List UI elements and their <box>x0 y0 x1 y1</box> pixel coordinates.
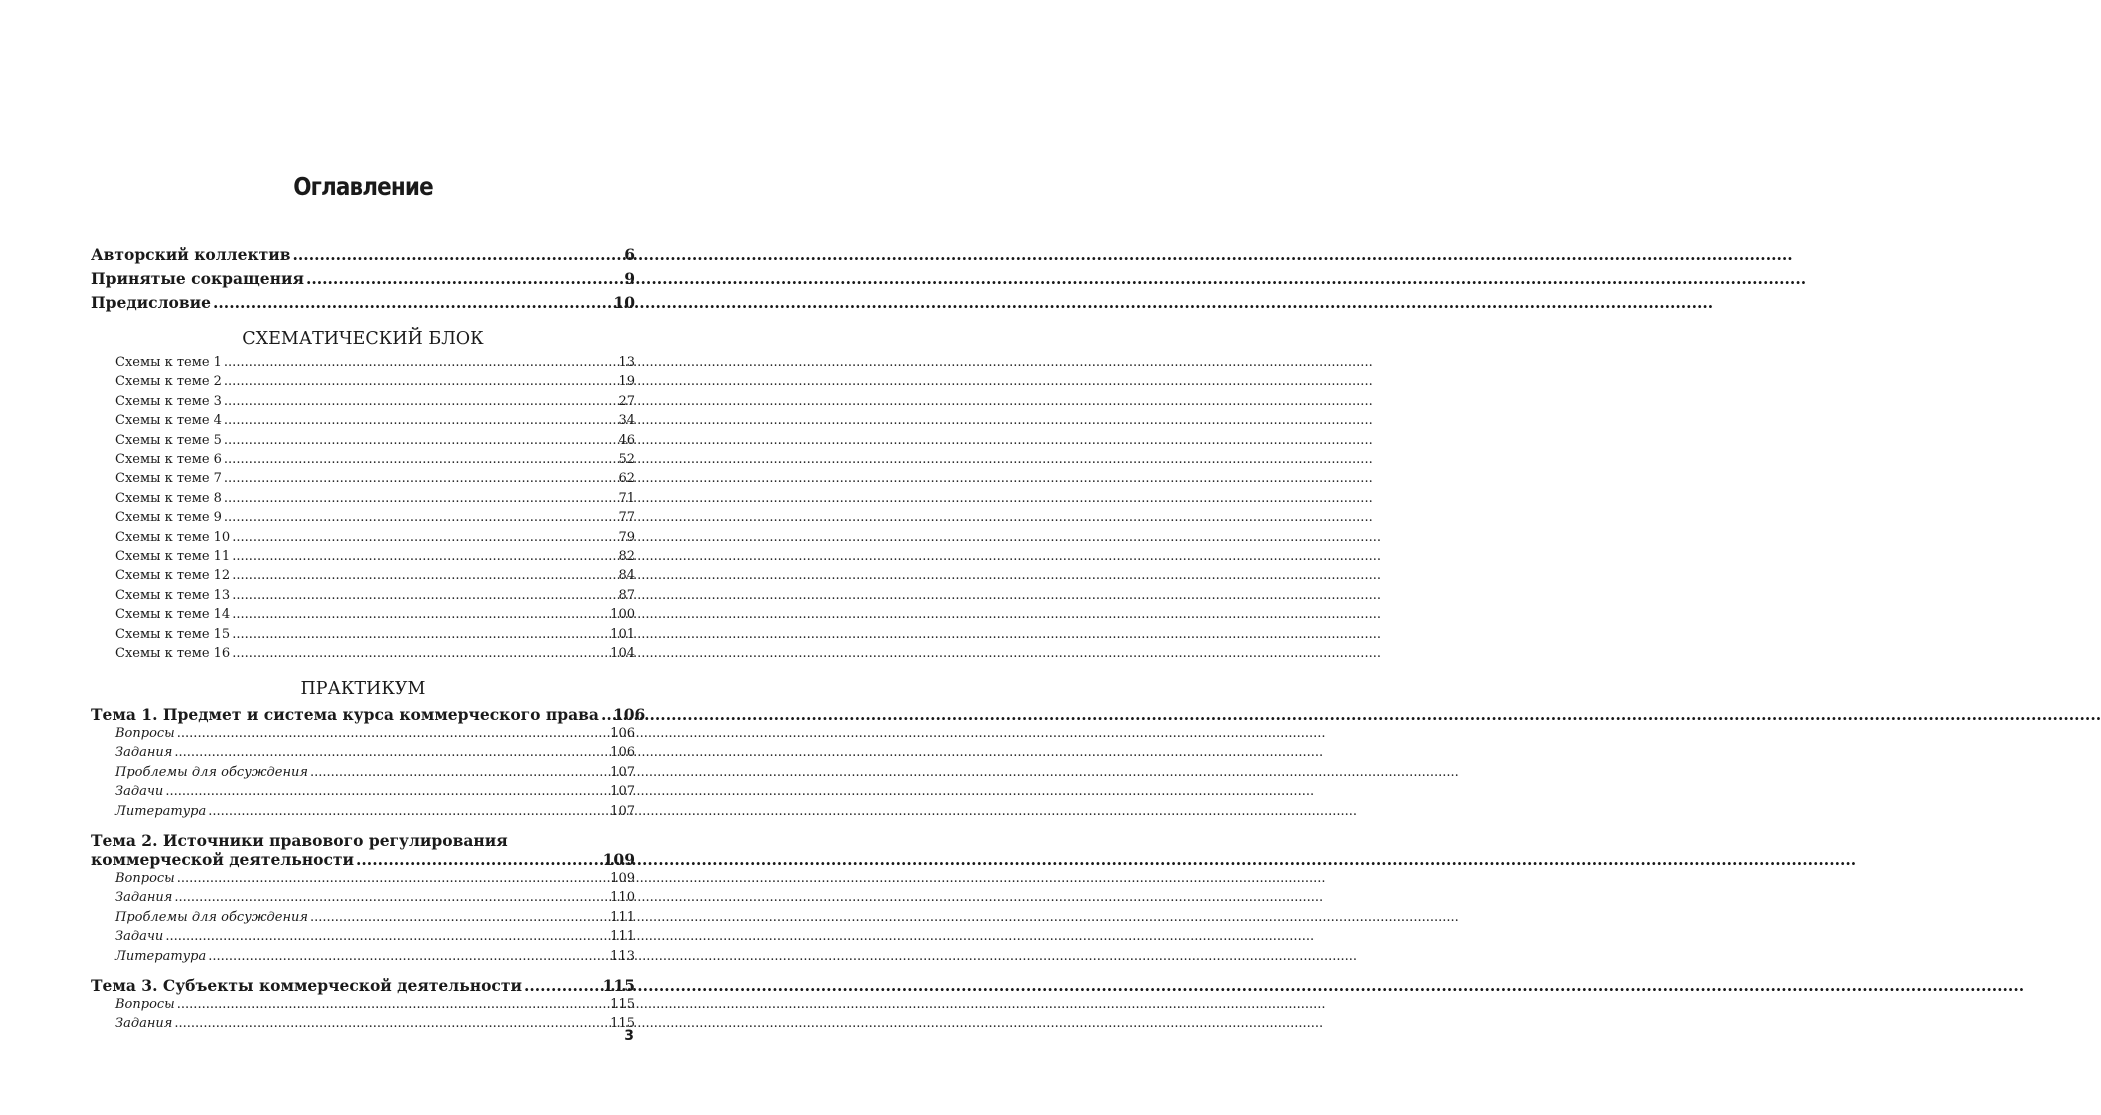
toc-entry-label: Задания <box>115 890 173 906</box>
toc-entry-label: Вопросы <box>115 726 175 741</box>
leader-dots <box>224 372 617 391</box>
toc-entry-page: 84 <box>618 568 635 584</box>
page-title: Оглавление <box>293 172 433 201</box>
leader-dots <box>208 802 608 821</box>
toc-entry-label: Схемы к теме 10 <box>115 529 231 545</box>
toc-entry-page: 82 <box>618 549 635 565</box>
leader-dots <box>177 724 608 743</box>
toc-entry-page: 101 <box>610 626 635 642</box>
toc-entry[interactable] <box>91 547 635 566</box>
leader-dots <box>213 291 611 315</box>
toc-entry-label: Схемы к теме 6 <box>115 452 222 468</box>
toc-entry-label: Задачи <box>115 784 164 800</box>
toc-entry-label: Проблемы для обсуждения <box>115 909 308 925</box>
leader-dots <box>601 705 611 724</box>
toc-entry[interactable] <box>91 908 635 927</box>
toc-entry-label: Тема 1. Предмет и система курса коммерческого права <box>91 705 599 724</box>
toc-entry-label: Схемы к теме 7 <box>115 471 222 487</box>
toc-entry-page: 79 <box>618 529 635 545</box>
toc-entry-label: Предисловие <box>91 293 211 312</box>
leader-dots <box>224 353 617 372</box>
toc-entry-page: 27 <box>618 393 635 409</box>
page-number: 3 <box>624 1028 634 1044</box>
toc-entry-label: Схемы к теме 5 <box>115 432 222 448</box>
toc-entry[interactable] <box>91 243 635 267</box>
toc-entry[interactable] <box>91 267 635 291</box>
leader-dots <box>232 566 616 585</box>
toc-entry-page: 115 <box>610 1016 635 1032</box>
leader-dots <box>224 431 617 450</box>
leader-dots <box>174 1014 608 1033</box>
toc-entry-page: 77 <box>618 510 635 526</box>
toc-entry[interactable] <box>91 1014 635 1033</box>
leader-dots <box>356 850 601 869</box>
toc-entry[interactable] <box>91 450 635 469</box>
leader-dots <box>224 508 617 527</box>
toc-entry[interactable] <box>91 802 635 821</box>
toc-entry-label: Схемы к теме 15 <box>115 626 231 642</box>
leader-dots <box>232 528 616 547</box>
toc-entry[interactable] <box>91 469 635 488</box>
toc-entry-label: Схемы к теме 1 <box>115 355 222 370</box>
toc-entry-page: 71 <box>618 490 635 506</box>
leader-dots <box>524 976 601 995</box>
leader-dots <box>177 995 608 1014</box>
topic-block <box>91 976 635 1034</box>
toc-entry[interactable] <box>91 566 635 585</box>
toc-entry-label: Задачи <box>115 929 164 945</box>
toc-entry-label: Задания <box>115 745 173 761</box>
topic-title-line[interactable]: Тема 2. Источники правового регулирования <box>91 831 508 851</box>
toc-entry-page: 19 <box>618 374 635 390</box>
toc-entry[interactable] <box>91 353 635 372</box>
toc-entry[interactable] <box>91 724 635 743</box>
toc-entry[interactable] <box>91 888 635 907</box>
toc-entry-label: Схемы к теме 13 <box>115 587 231 603</box>
toc-entry-label: Схемы к теме 2 <box>115 374 222 390</box>
toc-entry[interactable] <box>91 508 635 527</box>
leader-dots <box>174 743 608 762</box>
toc-entry-page: 13 <box>618 355 635 370</box>
section-heading: ПРАКТИКУМ <box>300 679 426 699</box>
leader-dots <box>177 869 608 888</box>
toc-entry-label: Проблемы для обсуждения <box>115 764 308 780</box>
toc-entry-page: 100 <box>610 607 635 623</box>
topic-block <box>91 705 646 821</box>
leader-dots <box>165 927 608 946</box>
toc-entry[interactable] <box>91 947 635 966</box>
leader-dots <box>232 547 616 566</box>
toc-entry[interactable] <box>91 528 635 547</box>
toc-entry[interactable] <box>91 372 635 391</box>
topic-entry[interactable] <box>91 976 635 995</box>
toc-entry-label: Схемы к теме 11 <box>115 549 231 565</box>
toc-entry-label: Авторский коллектив <box>91 245 291 264</box>
schematic-section <box>91 325 635 664</box>
toc-entry-label: коммерческой деятельности <box>91 850 355 870</box>
leader-dots <box>306 267 622 291</box>
toc-entry-page: 34 <box>618 413 635 429</box>
toc-entry-page: 109 <box>610 871 635 887</box>
toc-entry-page: 106 <box>610 726 635 741</box>
toc-entry[interactable] <box>91 763 635 782</box>
leader-dots <box>293 243 623 267</box>
leader-dots <box>224 411 617 430</box>
toc-entry-label: Задания <box>115 1016 173 1032</box>
schematic-list <box>91 353 635 664</box>
toc-entry-label: Литература <box>115 948 207 964</box>
toc-entry-label: Схемы к теме 3 <box>115 393 222 409</box>
toc-entry-page: 111 <box>610 909 635 925</box>
toc-entry-label: Принятые сокращения <box>91 269 304 288</box>
leader-dots <box>224 450 617 469</box>
toc-entry-page: 107 <box>610 764 635 780</box>
toc-entry-label: Схемы к теме 4 <box>115 413 222 429</box>
toc-entry[interactable] <box>91 392 635 411</box>
toc-entry[interactable] <box>91 431 635 450</box>
toc-entry-label: Вопросы <box>115 997 175 1013</box>
leader-dots <box>224 392 617 411</box>
toc-entry-page: 111 <box>610 929 635 945</box>
toc-entry-label: Схемы к теме 16 <box>115 646 231 662</box>
topic-entry[interactable] <box>91 850 635 869</box>
toc-entry-page: 113 <box>610 948 635 964</box>
toc-entry-page: 115 <box>610 997 635 1013</box>
toc-entry[interactable] <box>91 625 635 644</box>
leader-dots <box>310 908 608 927</box>
toc-entry[interactable] <box>91 869 635 888</box>
toc-entry-page: 52 <box>618 452 635 468</box>
toc-entry-label: Схемы к теме 8 <box>115 490 222 506</box>
toc-entry-page: 9 <box>624 269 635 288</box>
leader-dots <box>208 947 608 966</box>
leader-dots <box>310 763 608 782</box>
leader-dots <box>232 605 608 624</box>
toc-entry-label: Литература <box>115 803 207 819</box>
toc-entry-page: 107 <box>610 784 635 800</box>
leader-dots <box>224 489 617 508</box>
toc-entry-page: 110 <box>610 890 635 906</box>
toc-entry[interactable] <box>91 782 635 801</box>
topic-block <box>91 831 635 966</box>
book-page <box>0 0 726 1115</box>
leader-dots <box>232 625 608 644</box>
front-matter-list <box>91 243 635 315</box>
toc-entry[interactable] <box>91 605 635 624</box>
toc-entry-label: Схемы к теме 14 <box>115 607 231 623</box>
leader-dots <box>232 586 616 605</box>
toc-entry-page: 6 <box>624 245 635 264</box>
toc-entry-page: 106 <box>612 705 646 724</box>
toc-entry-label: Схемы к теме 12 <box>115 568 231 584</box>
practicum-section <box>91 675 646 1034</box>
toc-entry-label: Схемы к теме 9 <box>115 510 222 526</box>
toc-entry-page: 106 <box>610 745 635 761</box>
toc-entry[interactable] <box>91 489 635 508</box>
leader-dots <box>174 888 608 907</box>
leader-dots <box>232 644 608 663</box>
practicum-list <box>91 705 646 1034</box>
toc-entry-page: 62 <box>618 471 635 487</box>
toc-entry[interactable] <box>91 291 635 315</box>
toc-entry-page: 107 <box>610 803 635 819</box>
toc-entry-page: 46 <box>618 432 635 448</box>
toc-entry[interactable] <box>91 586 635 605</box>
toc-entry-page: 10 <box>613 293 635 312</box>
toc-entry[interactable] <box>91 995 635 1014</box>
toc-entry-page: 109 <box>602 850 635 870</box>
leader-dots <box>165 782 608 801</box>
toc-entry[interactable] <box>91 927 635 946</box>
toc-entry[interactable] <box>91 743 635 762</box>
toc-entry-page: 87 <box>618 587 635 603</box>
toc-entry-label: Тема 3. Субъекты коммерческой деятельности <box>91 976 522 996</box>
toc-entry-page: 115 <box>602 976 635 996</box>
toc-entry-page: 104 <box>610 646 635 662</box>
toc-entry[interactable] <box>91 411 635 430</box>
topic-entry[interactable] <box>91 705 646 724</box>
toc-entry[interactable] <box>91 644 635 663</box>
section-heading: СХЕМАТИЧЕСКИЙ БЛОК <box>242 329 484 349</box>
toc-entry-label: Вопросы <box>115 871 175 887</box>
leader-dots <box>224 469 617 488</box>
